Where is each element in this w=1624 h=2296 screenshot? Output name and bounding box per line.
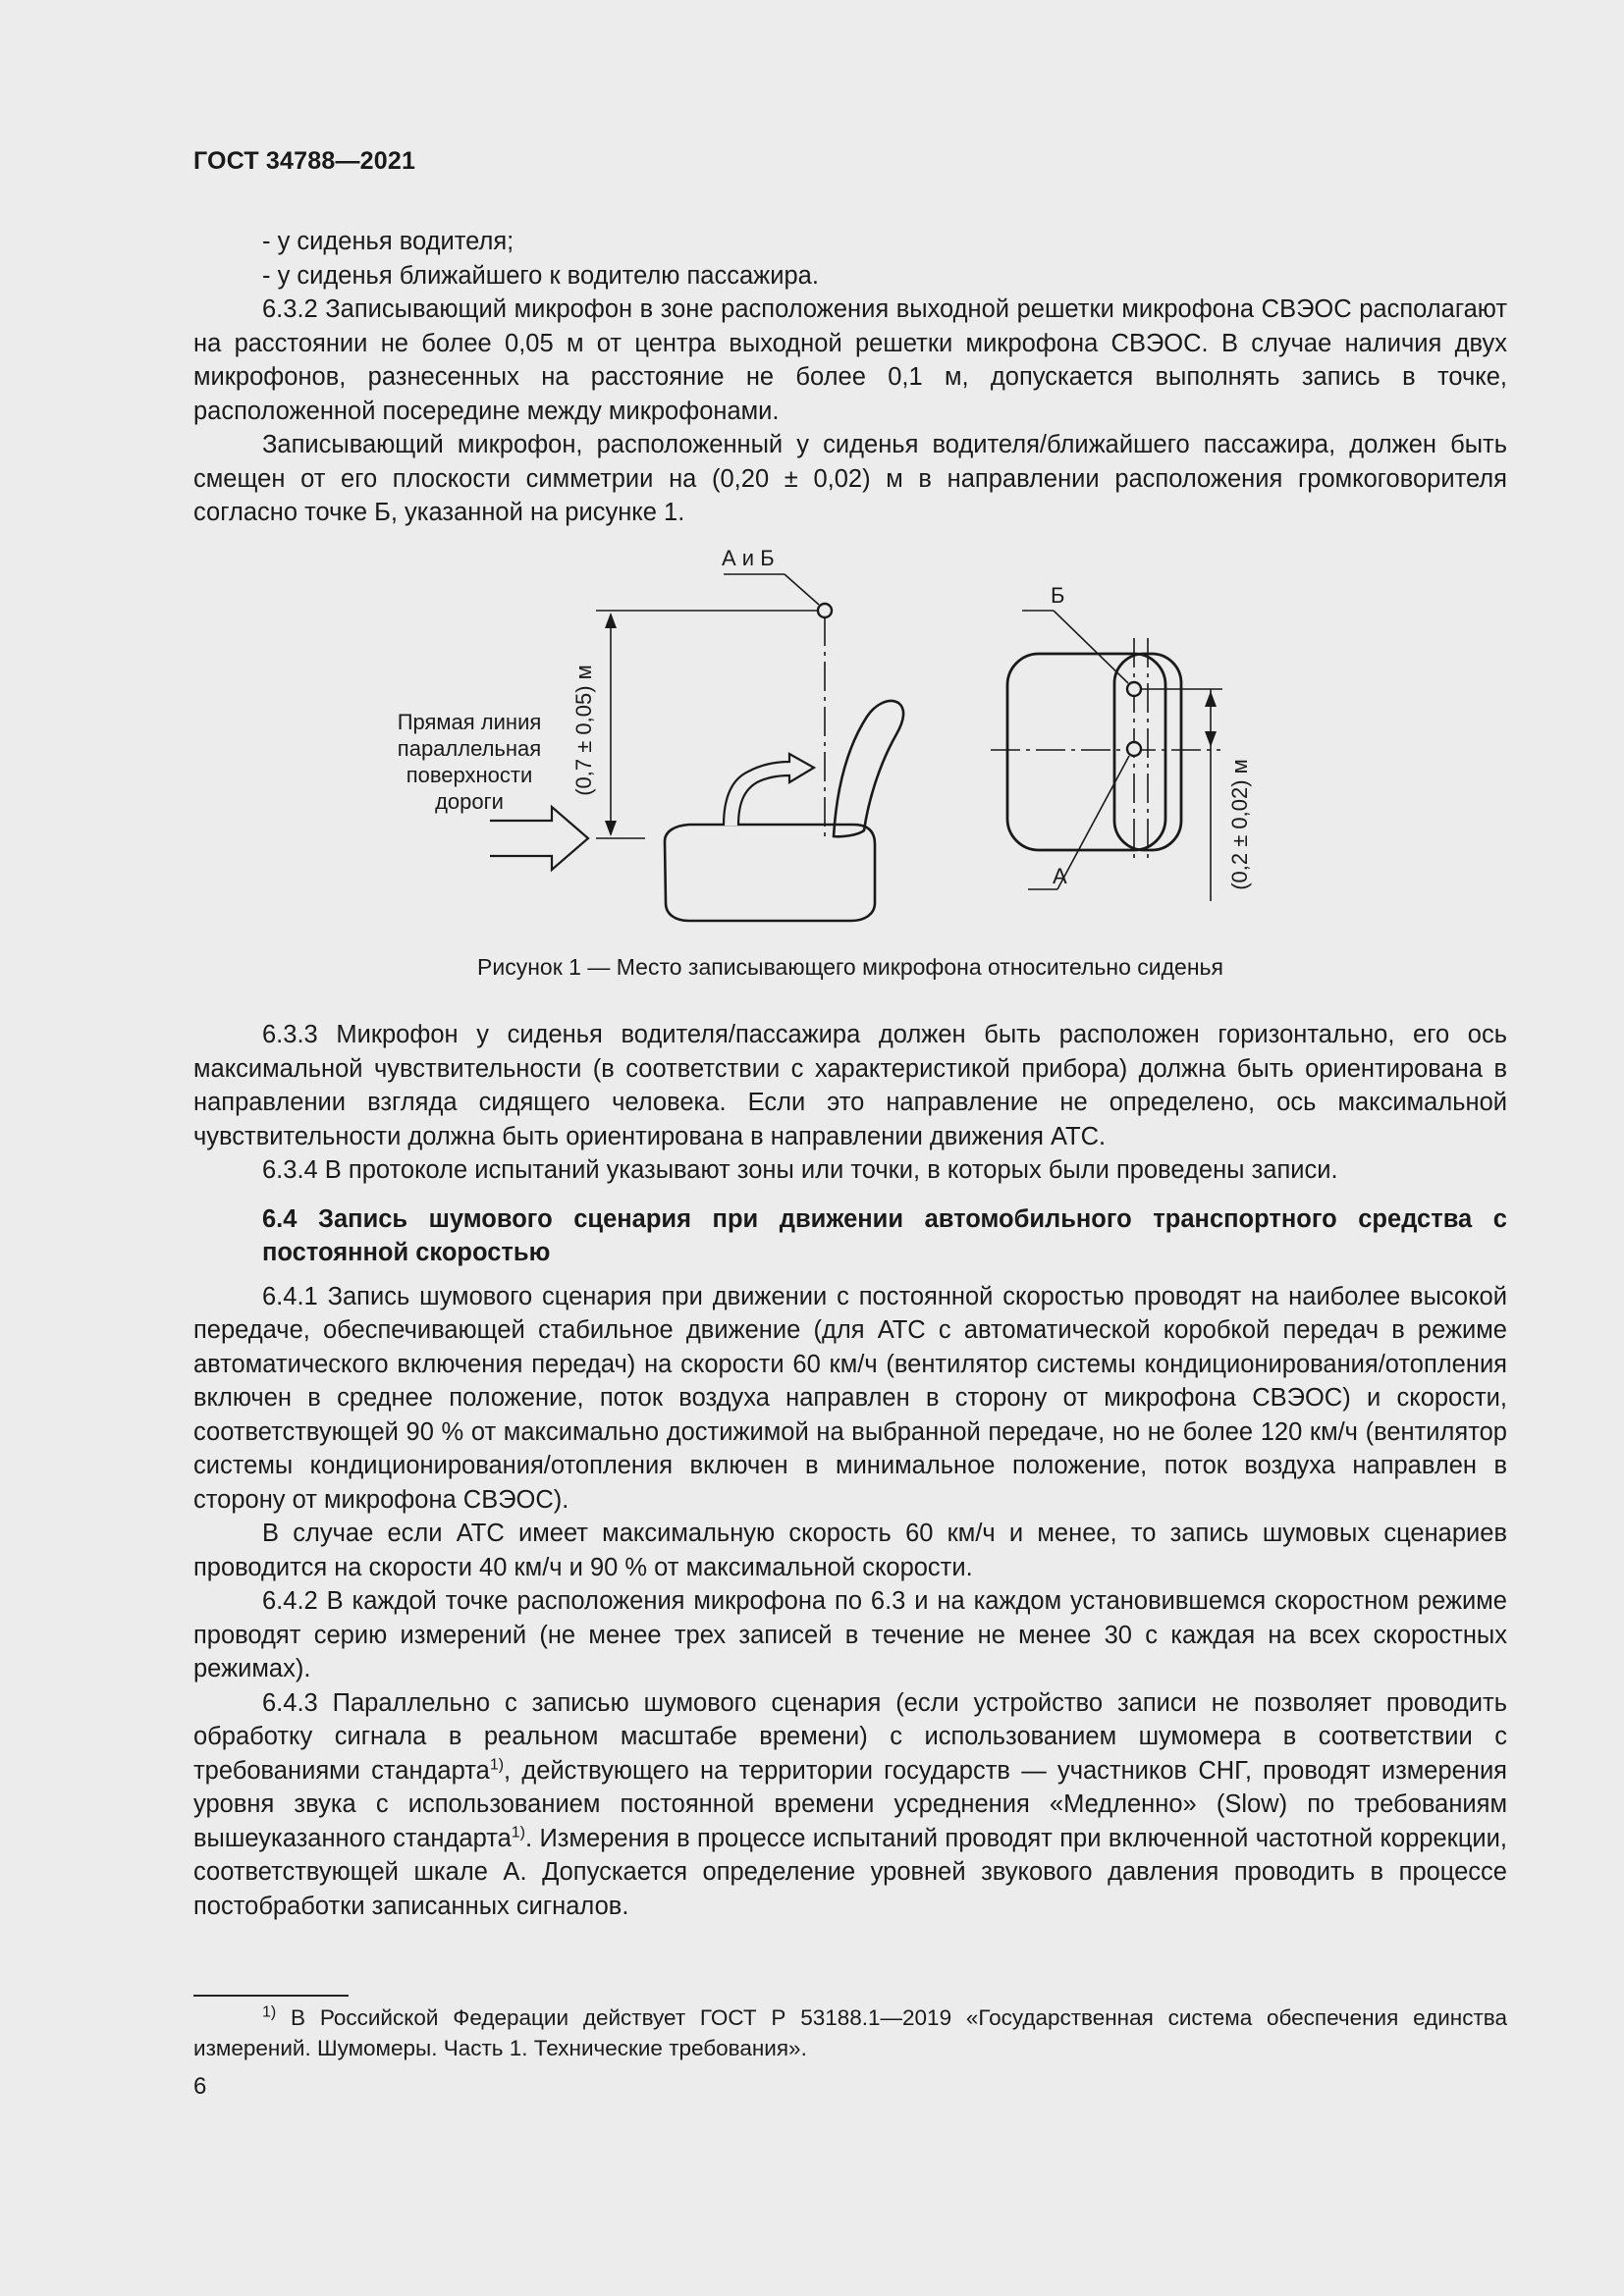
road-label (386, 709, 553, 815)
road-label-line: параллельная (397, 736, 542, 761)
paragraph-6-4-1: 6.4.1 Запись шумового сценария при движении с постоянной скоростью проводят на наиболее высокой передаче, обеспечивающей стабильное движение (для АТС с автоматической коробкой передач в режиме автоматического включения передач) на скорости 60 км/ч (вентилятор системы кондиционирования/отопления включен в среднее положение, поток воздуха направлен в сторону от микрофона СВЭОС) и скорости, соответствующей 90 % от максимально достижимой на выбранной передаче, но не более 120 км/ч (вентилятор системы кондиционирования/отопления включен в минимальное положение, поток воздуха направлен в сторону от микрофона СВЭОС). (193, 1282, 1507, 1514)
figure-caption: Рисунок 1 — Место записывающего микрофона относительно сиденья (477, 954, 1223, 980)
footnote (193, 2002, 1507, 2063)
dim-lateral-label: (0,2 ± 0,02) м (1227, 759, 1252, 890)
paragraph-6-4-3-part: . Измерения в процессе испытаний проводят при включенной частотной коррекции, соответствующей шкале А. Допускается определение уровней звукового давления проводить в процессе постобработки записанных сигналов. (193, 1824, 1507, 1920)
document-header: ГОСТ 34788—2021 (193, 147, 416, 175)
label-a: А (1053, 864, 1067, 888)
dim-vertical-label: (0,7 ± 0,05) м (571, 665, 596, 796)
section-6-3-continued (193, 225, 1507, 530)
road-label-line: Прямая линия (397, 710, 542, 734)
paragraph-6-3-4: 6.3.4 В протоколе испытаний указывают зоны или точки, в которых были проведены записи. (262, 1156, 1338, 1184)
figure-1 (193, 540, 1507, 933)
list-item: - у сиденья ближайшего к водителю пассажира. (262, 261, 819, 290)
page-number: 6 (193, 2073, 207, 2100)
paragraph-6-4-3-part: 6.4.3 Параллельно с записью шумового сценария (если устройство записи не позволяет проводить обработку сигнала в реальном масштабе времени) с использованием шумомера в соответствии с требованиями стандарта (193, 1688, 1507, 1785)
paragraph-6-3-2-continued: Записывающий микрофон, расположенный у сиденья водителя/ближайшего пассажира, должен быть смещен от его плоскости симметрии на (0,20 ± 0,02) м в направлении расположения громкоговорителя согласно точке Б, указанной на рисунке 1. (193, 431, 1507, 526)
paragraph-6-3-2: 6.3.2 Записывающий микрофон в зоне расположения выходной решетки микрофона СВЭОС располагают на расстоянии не более 0,05 м от центра выходной решетки микрофона СВЭОС. В случае наличия двух микрофонов, разнесенных на расстояние не более 0,1 м, допускается выполнять запись в точке, расположенной посередине между микрофонами. (193, 295, 1507, 425)
paragraph-6-4-1-continued: В случае если АТС имеет максимальную скорость 60 км/ч и менее, то запись шумовых сценариев проводится на скорости 40 км/ч и 90 % от максимальной скорости. (193, 1520, 1507, 1581)
footnote-ref: 1) (489, 1756, 505, 1773)
footnote-divider (193, 1995, 349, 1997)
road-label-line: дороги (435, 789, 504, 814)
footnote-marker: 1) (262, 2003, 277, 2021)
section-heading-6-4: 6.4 Запись шумового сценария при движении автомобильного транспортного средства с постоянной скоростью (262, 1204, 1507, 1266)
section-6-3-6-4 (193, 1018, 1507, 1923)
paragraph-6-4-3-part: , действующего на территории государств — участников СНГ, проводят измерения уровня звука с использованием постоянной времени усреднения «Медленно» (Slow) по требованиям вышеуказанного стандарта (193, 1756, 1507, 1852)
paragraph-6-4-2: 6.4.2 В каждой точке расположения микрофона по 6.3 и на каждом установившемся скоростном режиме проводят серию измерений (не менее трех записей в течение не менее 30 с каждая на всех скоростных режимах). (193, 1587, 1507, 1682)
label-b: Б (1051, 583, 1065, 608)
footnote-ref: 1) (511, 1824, 526, 1841)
footnote-text: В Российской Федерации действует ГОСТ Р 53188.1—2019 «Государственная система обеспечения единства измерений. Шумомеры. Часть 1. Технические требования». (193, 2005, 1507, 2060)
paragraph-6-4-3 (193, 1686, 1507, 1924)
paragraph-6-3-3: 6.3.3 Микрофон у сиденья водителя/пассажира должен быть расположен горизонтально, его ось максимальной чувствительности (в соответствии с характеристикой прибора) должна быть ориентирована в направлении взгляда сидящего человека. Если это направление не определено, ось максимальной чувствительности должна быть ориентирована в направлении движения АТС. (193, 1021, 1507, 1150)
label-a-and-b: А и Б (722, 546, 775, 570)
list-item: - у сиденья водителя; (262, 228, 514, 255)
road-label-line: поверхности (406, 763, 533, 787)
